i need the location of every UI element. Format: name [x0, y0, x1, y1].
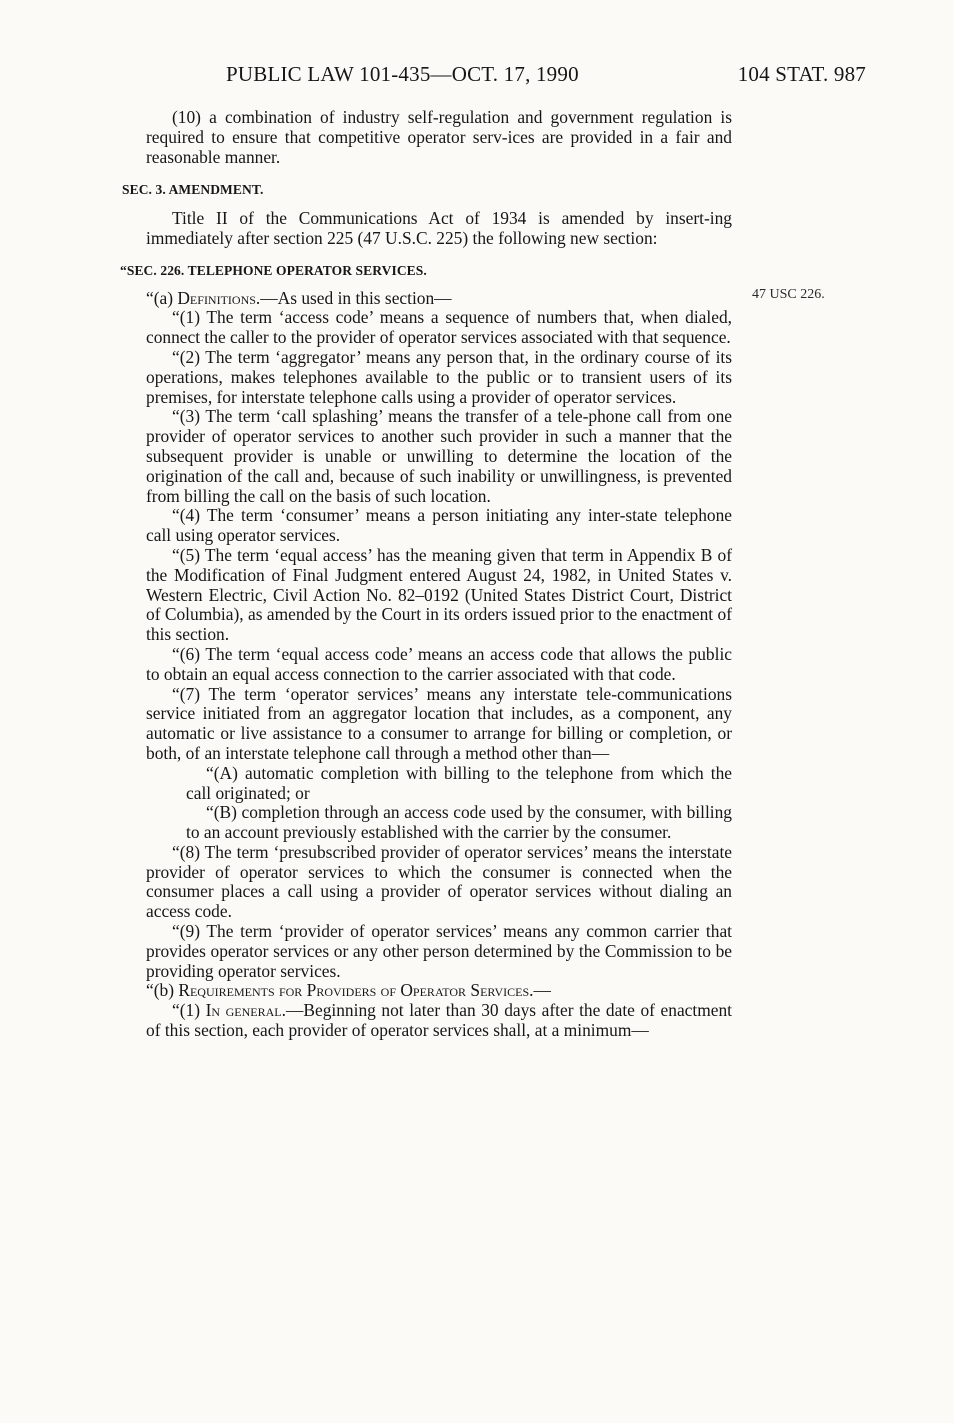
definition-5: “(5) The term ‘equal access’ has the meaning given that term in Appendix B of the Modification of Final Judgment entered August 24, 1982, in United States v. Western Electric, Civil Action No. 82–0192 (United States District Court, District of Columbia), as amended by the Court in its orders issued prior to the enactment of this section.: [146, 544, 732, 645]
subsection-a-rest: —As used in this section—: [260, 287, 452, 308]
sec3-text: Title II of the Communications Act of 1934 is amended by insert-ing immediately after section 225 (47 U.S.C. 225) the following new section:: [146, 208, 732, 248]
definition-7-a: “(A) automatic completion with billing to the telephone from which the call originated; or: [186, 762, 732, 803]
definition-9: “(9) The term ‘provider of operator services’ means any common carrier that provides operator services or any other person determined by the Commission to be providing operator services.: [146, 921, 732, 981]
header-stat-page: 104 STAT. 987: [737, 62, 866, 86]
definition-6: “(6) The term ‘equal access code’ means an access code that allows the public to obtain an equal access connection to the carrier associated with that code.: [146, 643, 732, 684]
paragraph-10: (10) a combination of industry self-regulation and government regulation is required to ensure that competitive operator serv-ices are provided in a fair and reasonable manner.: [146, 107, 732, 167]
definition-7-b: “(B) completion through an access code used by the consumer, with billing to an account previously established with the carrier by the consumer.: [186, 802, 732, 843]
margin-note-usc: 47 USC 226.: [752, 287, 825, 302]
definition-4: “(4) The term ‘consumer’ means a person initiating any inter-state telephone call using operator services.: [146, 505, 732, 546]
subsection-a-heading: [146, 289, 732, 309]
subsection-a-prefix: “(a): [146, 287, 178, 308]
subsection-b-prefix: “(b): [146, 980, 179, 1001]
subsection-b-title: Requirements for Providers of Operator Services.: [178, 980, 534, 1001]
subsection-a-title: Definitions.: [177, 287, 261, 308]
document-body: [120, 107, 732, 1041]
paragraph-b1: [146, 1001, 732, 1041]
definition-1: “(1) The term ‘access code’ means a sequence of numbers that, when dialed, connect the caller to the provider of operator services associated with that sequence.: [146, 307, 732, 348]
paragraph-b1-rest: —Beginning not later than 30 days after the date of enactment of this section, each provider of operator services shall, at a minimum—: [146, 1000, 732, 1041]
paragraph-b1-title: In general.: [205, 1000, 286, 1021]
subsection-b-heading: [146, 981, 732, 1001]
definition-2: “(2) The term ‘aggregator’ means any person that, in the ordinary course of its operations, makes telephones available to the public or to transient users of its premises, for interstate telephone calls using a provider of operator services.: [146, 346, 732, 407]
header-law-citation: PUBLIC LAW 101-435—OCT. 17, 1990: [226, 62, 579, 86]
sec3-heading: SEC. 3. AMENDMENT.: [122, 182, 264, 198]
definition-7: “(7) The term ‘operator services’ means any interstate tele-communications service initiated from an aggregator location that includes, as a component, any automatic or live assistance to a consumer to arrange for billing or completion, or both, of an interstate telephone call through a method other than—: [146, 683, 732, 763]
sec226-heading: “SEC. 226. TELEPHONE OPERATOR SERVICES.: [120, 262, 427, 278]
paragraph-b1-prefix: “(1): [172, 1000, 206, 1021]
definition-3: “(3) The term ‘call splashing’ means the transfer of a tele-phone call from one provider of operator services to another such provider in such a manner that the subsequent provider is unable or unwilling to determine the location of the origination of the call and, because of such inability or unwillingness, is prevented from billing the call on the basis of such location.: [146, 406, 732, 506]
subsection-b-rest: —: [533, 980, 551, 1001]
definition-8: “(8) The term ‘presubscribed provider of operator services’ means the interstate provider of operator services to which the consumer is connected when the consumer places a call using a provider of operator services without dialing an access code.: [146, 841, 732, 922]
